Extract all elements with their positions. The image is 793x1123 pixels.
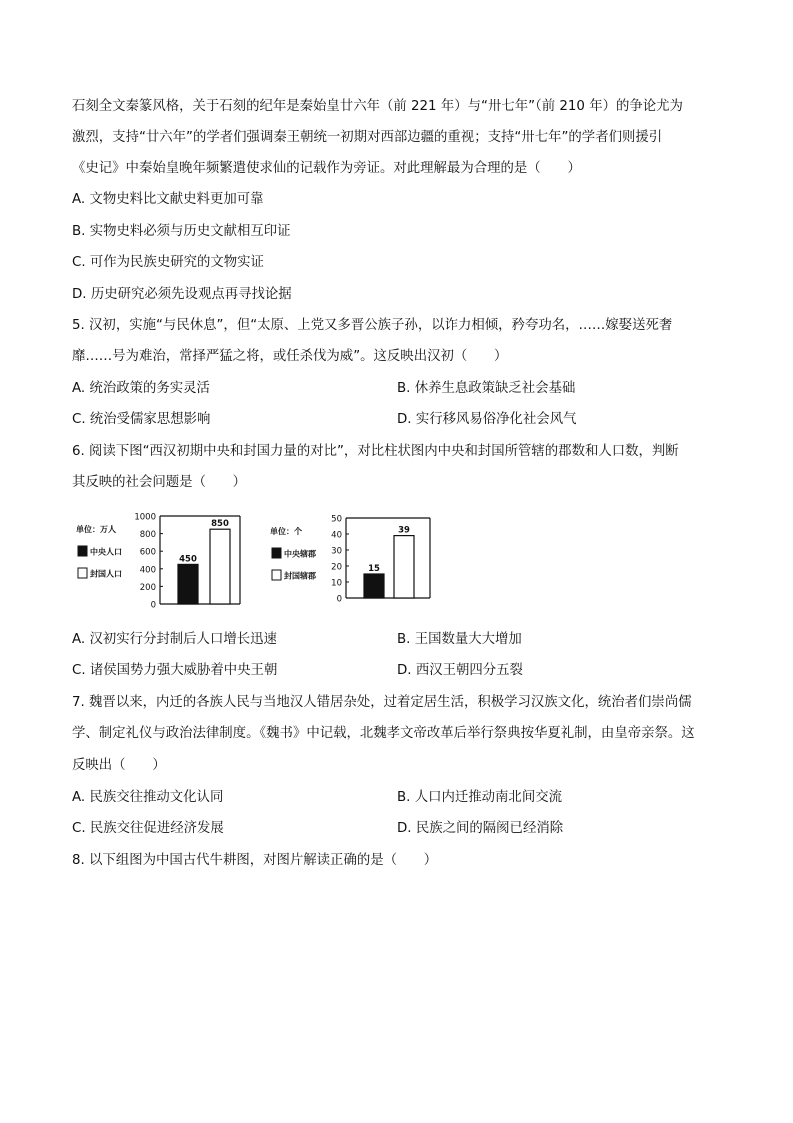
legend-label: 中央人口 [90, 547, 122, 557]
y-tick-label: 200 [139, 582, 156, 593]
bar-value-label: 39 [398, 525, 410, 536]
question-6-text-line-2: 其反映的社会问题是（ ） [72, 475, 247, 490]
legend-label: 封国人口 [90, 569, 122, 579]
question-4-option-a[interactable]: A. 文物史料比文献史料更加可靠 [72, 192, 264, 207]
y-tick-label: 600 [139, 547, 156, 558]
unit-label: 单位：个 [270, 527, 302, 536]
bar-1 [178, 564, 198, 604]
population-bar-chart [72, 508, 242, 612]
legend-swatch [78, 546, 87, 556]
y-tick-label: 30 [331, 546, 342, 557]
bar-2 [210, 529, 230, 604]
question-4-option-c[interactable]: C. 可作为民族史研究的文物实证 [72, 255, 264, 270]
unit-label: 单位：万人 [76, 525, 116, 534]
y-tick-label: 1000 [134, 512, 156, 523]
question-6-option-a[interactable]: A. 汉初实行分封制后人口增长迅速 [72, 632, 277, 647]
question-7-option-b[interactable]: B. 人口内迁推动南北间交流 [397, 790, 562, 805]
question-5-option-b[interactable]: B. 休养生息政策缺乏社会基础 [397, 381, 576, 396]
bar-value-label: 15 [368, 564, 380, 574]
question-7-option-a[interactable]: A. 民族交往推动文化认同 [72, 790, 224, 805]
question-6-option-b[interactable]: B. 王国数量大大增加 [397, 632, 522, 647]
legend-label: 中央辖郡 [284, 549, 316, 559]
y-tick-label: 10 [331, 578, 342, 589]
y-tick-label: 800 [139, 530, 156, 541]
question-6-text-line-1: 6. 阅读下图“西汉初期中央和封国力量的对比”，对比柱状图内中央和封国所管辖的郡数和人口数，判断 [72, 444, 679, 459]
question-8-text-line-1: 8. 以下组图为中国古代牛耕图，对图片解读正确的是（ ） [72, 853, 438, 868]
question-7-text-line-3: 反映出（ ） [72, 758, 166, 773]
bar-1 [364, 574, 384, 598]
legend-label: 封国辖郡 [284, 571, 316, 581]
y-tick-label: 50 [331, 514, 342, 525]
question-7-text-line-2: 学、制定礼仪与政治法律制度。《魏书》中记载，北魏孝文帝改革后举行祭典按华夏礼制，由皇帝亲祭。这 [72, 726, 695, 741]
commandery-bar-chart [268, 508, 432, 612]
question-5-text-line-1: 5. 汉初，实施“与民休息”，但“太原、上党又多晋公族子孙，以诈力相倾，矜夸功名，……嫁娶送死奢 [72, 318, 673, 333]
question-4-text-line-1: 石刻全文秦篆风格，关于石刻的纪年是秦始皇廿六年（前 221 年）与“卅七年”（前 210 年）的争论尤为 [72, 99, 683, 114]
question-7-text-line-1: 7. 魏晋以来，内迁的各族人民与当地汉人错居杂处，过着定居生活，积极学习汉族文化，统治者们崇尚儒 [72, 695, 692, 710]
bar-value-label: 850 [211, 519, 229, 530]
question-4-option-d[interactable]: D. 历史研究必须先设观点再寻找论据 [72, 287, 292, 302]
question-7-option-c[interactable]: C. 民族交往促进经济发展 [72, 821, 224, 836]
question-5-option-d[interactable]: D. 实行移风易俗净化社会风气 [397, 412, 577, 427]
question-4-text-line-2: 激烈，支持“廿六年”的学者们强调秦王朝统一初期对西部边疆的重视；支持“卅七年”的学者们则援引 [72, 130, 663, 145]
question-5-option-c[interactable]: C. 统治受儒家思想影响 [72, 412, 211, 427]
bar-value-label: 450 [179, 554, 197, 565]
question-6-option-c[interactable]: C. 诸侯国势力强大威胁着中央王朝 [72, 663, 278, 678]
legend-swatch [272, 548, 281, 558]
question-6-option-d[interactable]: D. 西汉王朝四分五裂 [397, 663, 523, 678]
question-4-option-b[interactable]: B. 实物史料必须与历史文献相互印证 [72, 224, 291, 239]
question-4-text-line-3: 《史记》中秦始皇晚年频繁遣使求仙的记载作为旁证。对此理解最为合理的是（ ） [72, 161, 581, 176]
question-7-option-d[interactable]: D. 民族之间的隔阂已经消除 [397, 821, 564, 836]
y-tick-label: 20 [331, 562, 342, 573]
legend-swatch [272, 570, 281, 580]
question-5-option-a[interactable]: A. 统治政策的务实灵活 [72, 381, 210, 396]
bar-2 [394, 536, 414, 598]
y-tick-label: 40 [331, 530, 342, 541]
question-5-text-line-2: 靡……号为难治，常择严猛之将，或任杀伐为威”。这反映出汉初（ ） [72, 349, 508, 364]
y-tick-label: 400 [139, 565, 156, 576]
legend-swatch [78, 568, 87, 578]
y-tick-label: 0 [336, 594, 342, 605]
y-tick-label: 0 [150, 600, 156, 611]
